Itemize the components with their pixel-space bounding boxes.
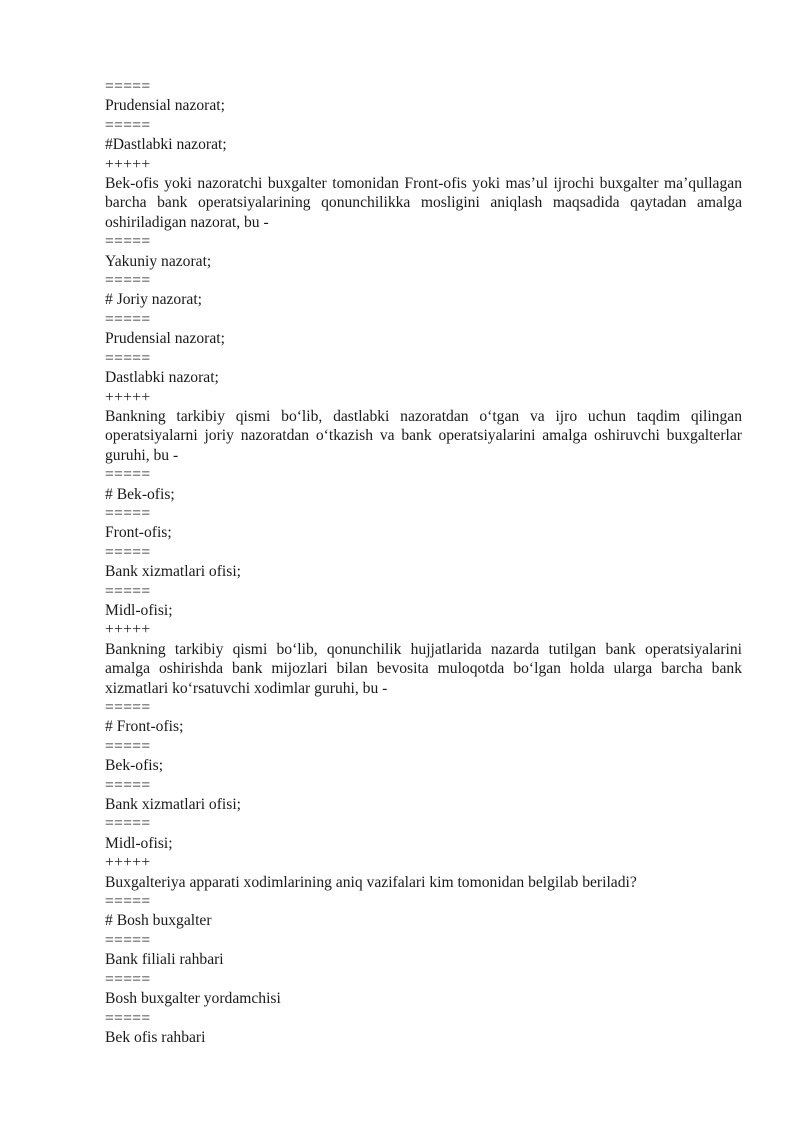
separator: ===== <box>105 737 151 755</box>
answer-option: Front-ofis; <box>105 524 172 542</box>
separator: ===== <box>105 349 151 367</box>
correct-answer-option: # Front-ofis; <box>105 718 184 736</box>
answer-option: Prudensial nazorat; <box>105 97 225 115</box>
separator: ===== <box>105 1009 151 1027</box>
correct-answer-option: # Bosh buxgalter <box>105 912 212 930</box>
separator: ===== <box>105 310 151 328</box>
separator: ===== <box>105 970 151 988</box>
correct-answer-option: # Bek-ofis; <box>105 485 175 503</box>
answer-option: Midl-ofisi; <box>105 601 173 619</box>
document-page <box>105 77 742 1047</box>
separator: ===== <box>105 272 151 290</box>
correct-answer-option: # Joriy nazorat; <box>105 291 202 309</box>
answer-option: Bank filiali rahbari <box>105 951 224 969</box>
question-text: Buxgalteriya apparati xodimlarining aniq vazifalari kim tomonidan belgilab beriladi? <box>105 873 637 891</box>
separator: ===== <box>105 893 151 911</box>
answer-option: Bosh buxgalter yordamchisi <box>105 990 281 1008</box>
answer-option: Bank xizmatlari ofisi; <box>105 563 241 581</box>
question-separator: +++++ <box>105 621 151 639</box>
answer-option: Yakuniy nazorat; <box>105 252 212 270</box>
separator: ===== <box>105 931 151 949</box>
question-separator: +++++ <box>105 155 151 173</box>
separator: ===== <box>105 582 151 600</box>
separator: ===== <box>105 699 151 716</box>
separator: ===== <box>105 78 151 95</box>
question-separator: +++++ <box>105 388 151 406</box>
answer-option: Dastlabki nazorat; <box>105 369 219 387</box>
answer-option: Prudensial nazorat; <box>105 330 225 348</box>
separator: ===== <box>105 233 151 251</box>
answer-option: Bek ofis rahbari <box>105 1028 206 1046</box>
question-text: Bek-ofis yoki nazoratchi buxgalter tomonidan Front-ofis yoki mas’ul ijrochi buxgalter ma’qullagan barcha bank operatsiyalarining qonunchilikka mosligini aniqlash maqsadida qaytadan amalga oshiriladigan nazorat, bu - <box>105 175 742 231</box>
answer-option: Midl-ofisi; <box>105 834 173 852</box>
separator: ===== <box>105 543 151 561</box>
separator: ===== <box>105 504 151 522</box>
question-text: Bankning tarkibiy qismi bo‘lib, qonunchilik hujjatlarida nazarda tutilgan bank operatsiyalarini amalga oshirishda bank mijozlari bilan bevosita muloqotda bo‘lgan holda ularga barcha bank xizmatlari ko‘rsatuvchi xodimlar guruhi, bu - <box>105 640 742 697</box>
separator: ===== <box>105 466 151 484</box>
question-separator: +++++ <box>105 854 151 872</box>
answer-option: Bek-ofis; <box>105 757 164 775</box>
answer-option: Bank xizmatlari ofisi; <box>105 796 241 814</box>
question-text: Bankning tarkibiy qismi bo‘lib, dastlabki nazoratdan o‘tgan va ijro uchun taqdim qilingan operatsiyalarni joriy nazoratdan o‘tkazish va bank operatsiyalarini amalga oshiruvchi buxgalterlar guruhi, bu - <box>105 407 742 464</box>
separator: ===== <box>105 815 151 833</box>
separator: ===== <box>105 776 151 794</box>
correct-answer-option: #Dastlabki nazorat; <box>105 136 227 154</box>
separator: ===== <box>105 116 151 134</box>
